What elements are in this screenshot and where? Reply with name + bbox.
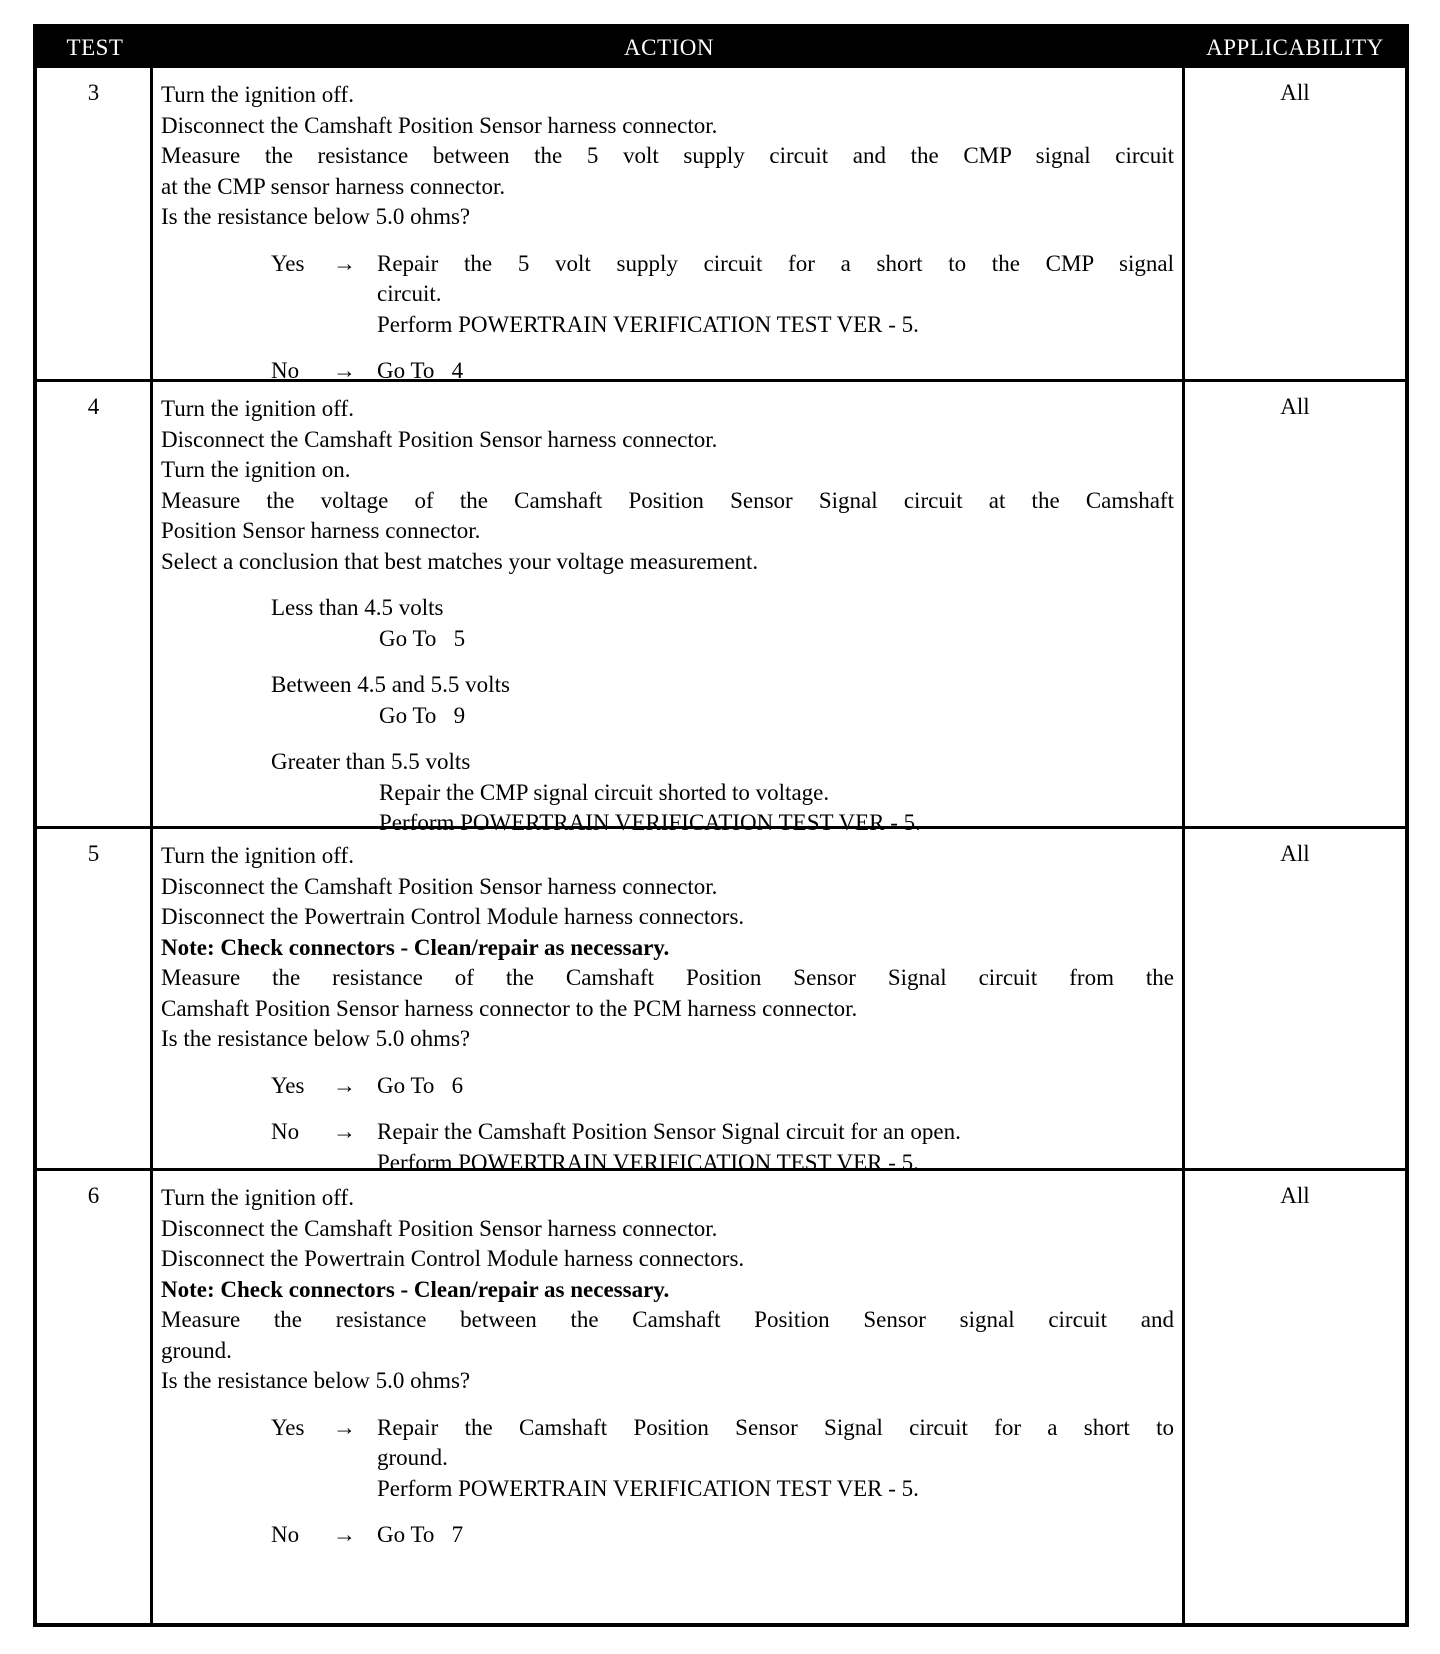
conclusion-condition: Between 4.5 and 5.5 volts	[271, 672, 510, 697]
diagnostic-table	[33, 24, 1409, 1627]
step: Disconnect the Camshaft Position Sensor harness connector.	[161, 1215, 718, 1241]
arrow-icon: →	[333, 1522, 356, 1547]
step: Camshaft Position Sensor harness connector to the PCM harness connector.	[161, 995, 858, 1021]
table-row-test-6	[37, 1171, 1405, 1623]
step: Disconnect the Camshaft Position Sensor harness connector.	[161, 426, 718, 452]
test-number: 6	[37, 1171, 153, 1623]
result-line: ground.	[377, 1445, 448, 1470]
action-cell	[153, 1171, 1185, 1623]
no-label: No	[271, 1522, 300, 1547]
conclusion-result: Perform POWERTRAIN VERIFICATION TEST VER - 5.	[379, 810, 921, 835]
yes-option	[161, 1071, 1174, 1102]
yes-label: Yes	[271, 1072, 305, 1098]
applicability-value: All	[1280, 1183, 1310, 1208]
conclusion-condition: Greater than 5.5 volts	[271, 749, 471, 774]
applicability-value: All	[1280, 394, 1310, 419]
action-cell	[153, 382, 1185, 835]
no-label: No	[271, 1119, 300, 1144]
arrow-icon: →	[333, 1119, 356, 1144]
conclusion-condition: Less than 4.5 volts	[271, 595, 444, 620]
conclusion-result: Go To 5	[379, 625, 466, 651]
step: Turn the ignition off.	[161, 82, 354, 107]
test-number: 5	[37, 829, 153, 1168]
step: Turn the ignition on.	[161, 457, 351, 482]
conclusion	[161, 593, 1174, 654]
applicability-value: All	[1280, 80, 1310, 105]
action-cell	[153, 829, 1185, 1175]
no-option	[161, 1520, 1174, 1551]
step: Turn the ignition off.	[161, 843, 354, 868]
conclusion-result: Repair the CMP signal circuit shorted to voltage.	[379, 779, 830, 805]
header-test: TEST	[66, 35, 124, 60]
arrow-icon: →	[333, 1072, 356, 1098]
no-result	[377, 1520, 1174, 1551]
no-result	[377, 1117, 1174, 1178]
note: Note: Check connectors - Clean/repair as necessary.	[161, 1276, 670, 1302]
conclusion	[161, 670, 1174, 731]
step: Measure the resistance between the Camshaft Position Sensor signal circuit and	[161, 1307, 1174, 1332]
action-cell	[153, 68, 1185, 383]
step: Turn the ignition off.	[161, 1185, 354, 1210]
result-line: Go To 4	[377, 358, 464, 383]
yes-result	[377, 1413, 1174, 1505]
yes-option	[161, 249, 1174, 341]
step: Is the resistance below 5.0 ohms?	[161, 204, 471, 229]
step: Is the resistance below 5.0 ohms?	[161, 1368, 471, 1393]
table-row-test-5	[37, 829, 1405, 1175]
no-option	[161, 1117, 1174, 1178]
table-header	[37, 28, 1405, 68]
arrow-icon: →	[333, 358, 356, 383]
applicability-value: All	[1280, 841, 1310, 866]
step: Turn the ignition off.	[161, 396, 354, 421]
test-number: 4	[37, 382, 153, 826]
step: Is the resistance below 5.0 ohms?	[161, 1026, 471, 1051]
step: Measure the resistance of the Camshaft Position Sensor Signal circuit from the	[161, 965, 1174, 990]
no-label: No	[271, 358, 300, 383]
conclusion	[161, 747, 1174, 839]
yes-result	[377, 1071, 1174, 1102]
step: at the CMP sensor harness connector.	[161, 173, 506, 199]
result-line: Perform POWERTRAIN VERIFICATION TEST VER - 5.	[377, 1149, 919, 1175]
test-number: 3	[37, 68, 153, 379]
table-row-test-3	[37, 68, 1405, 382]
note: Note: Check connectors - Clean/repair as necessary.	[161, 934, 670, 960]
step: Disconnect the Powertrain Control Module harness connectors.	[161, 904, 745, 929]
yes-label: Yes	[271, 1414, 305, 1440]
step: Measure the resistance between the 5 volt supply circuit and the CMP signal circuit	[161, 143, 1174, 168]
step: Disconnect the Powertrain Control Module harness connectors.	[161, 1246, 745, 1271]
step: Select a conclusion that best matches your voltage measurement.	[161, 548, 759, 574]
conclusion-result: Go To 9	[379, 702, 466, 728]
result-line: Go To 7	[377, 1522, 464, 1547]
yes-result	[377, 249, 1174, 341]
result-line: Repair the 5 volt supply circuit for a short to the CMP signal	[377, 250, 1174, 276]
step: Disconnect the Camshaft Position Sensor harness connector.	[161, 112, 718, 138]
step: Position Sensor harness connector.	[161, 518, 481, 543]
result-line: Perform POWERTRAIN VERIFICATION TEST VER - 5.	[377, 1475, 919, 1501]
result-line: circuit.	[377, 281, 442, 306]
result-line: Go To 6	[377, 1072, 464, 1098]
step: Measure the voltage of the Camshaft Position Sensor Signal circuit at the Camshaft	[161, 487, 1174, 513]
result-line: Perform POWERTRAIN VERIFICATION TEST VER - 5.	[377, 311, 919, 337]
arrow-icon: →	[333, 1414, 356, 1440]
step: ground.	[161, 1337, 232, 1363]
header-action: ACTION	[624, 35, 714, 60]
yes-option	[161, 1413, 1174, 1505]
step: Disconnect the Camshaft Position Sensor harness connector.	[161, 873, 718, 899]
result-line: Repair the Camshaft Position Sensor Signal circuit for an open.	[377, 1119, 961, 1144]
table-row-test-4	[37, 382, 1405, 835]
result-line: Repair the Camshaft Position Sensor Signal circuit for a short to	[377, 1414, 1174, 1440]
arrow-icon: →	[333, 250, 356, 276]
header-applicability: APPLICABILITY	[1206, 35, 1384, 60]
yes-label: Yes	[271, 250, 305, 276]
